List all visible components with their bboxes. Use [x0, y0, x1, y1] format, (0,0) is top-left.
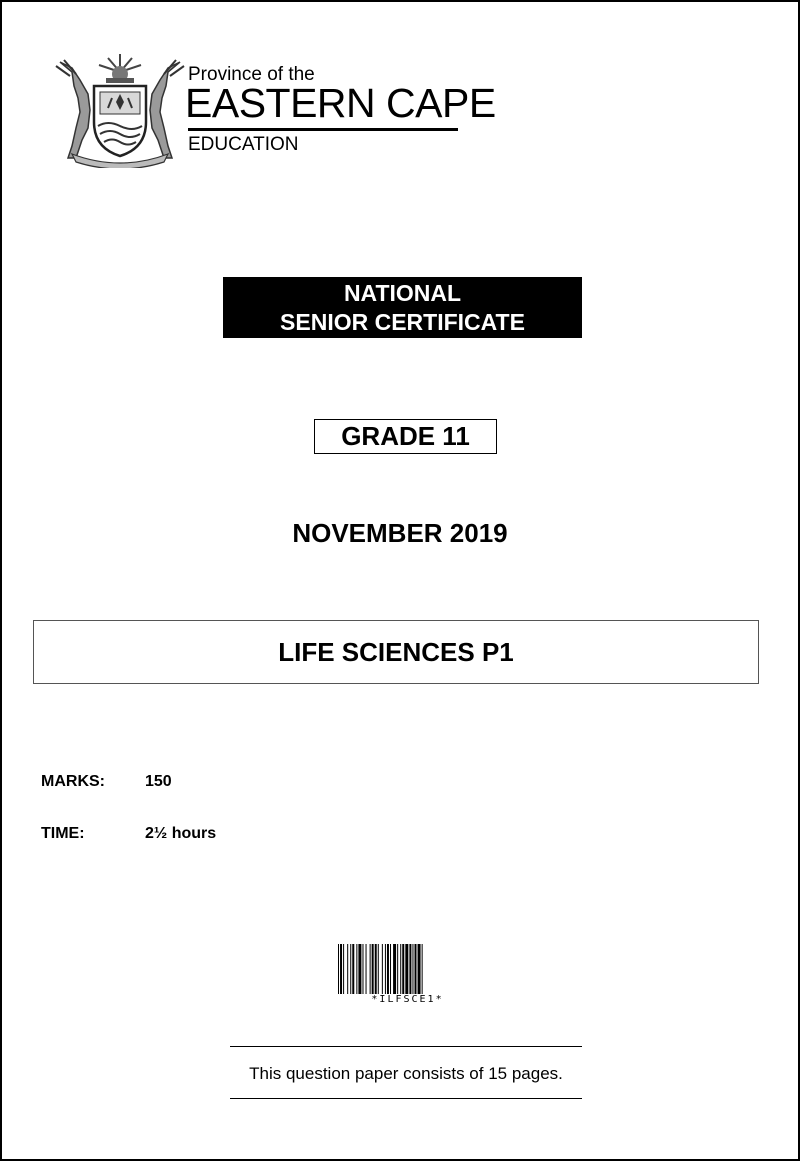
page-count-note: This question paper consists of 15 pages. — [249, 1064, 563, 1083]
logo-divider — [188, 128, 458, 131]
logo-department-name: EDUCATION — [188, 134, 299, 155]
time-label: TIME: — [41, 825, 85, 842]
subject-title: LIFE SCIENCES P1 — [33, 620, 759, 684]
coat-of-arms-icon — [50, 50, 190, 168]
barcode-text: *ILFSCE1* — [337, 994, 478, 1005]
footer-bottom-rule — [230, 1098, 582, 1099]
logo-province-text: Province of the — [188, 64, 315, 85]
marks-label: MARKS: — [41, 773, 105, 790]
marks-value: 150 — [145, 773, 172, 790]
certificate-line2: SENIOR CERTIFICATE — [280, 308, 525, 335]
time-value: 2½ hours — [145, 825, 217, 842]
certificate-banner — [223, 277, 582, 338]
logo-province-name: EASTERN CAPE — [185, 80, 496, 126]
footer-top-rule — [230, 1046, 582, 1047]
exam-date: NOVEMBER 2019 — [292, 518, 508, 548]
certificate-line1: NATIONAL — [343, 279, 462, 306]
grade-box: GRADE 11 — [314, 419, 497, 454]
